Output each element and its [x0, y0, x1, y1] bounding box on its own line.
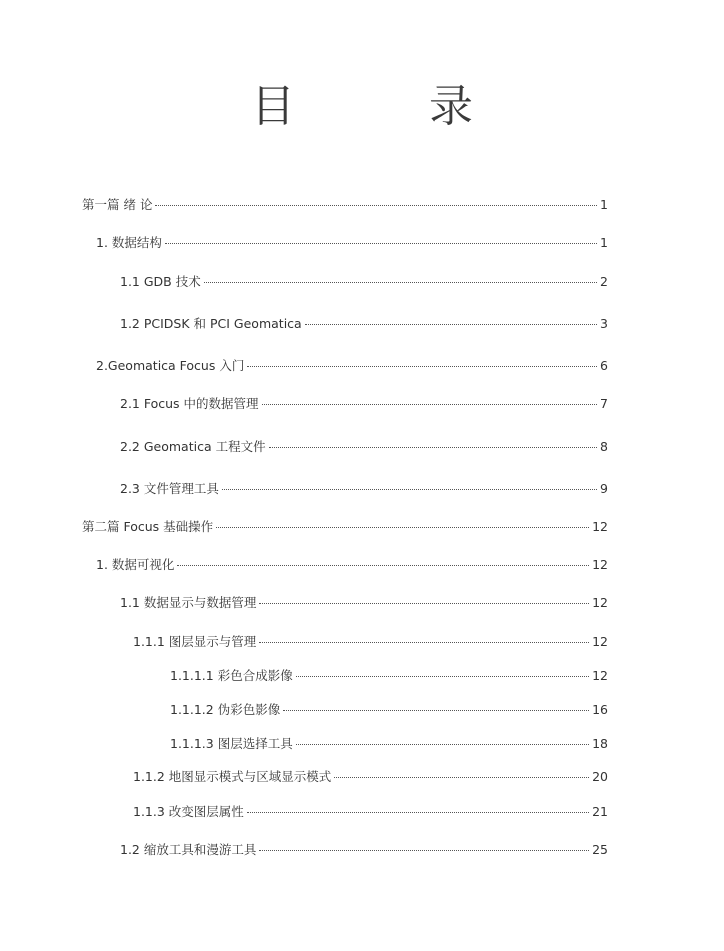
- toc-entry-label: 1.1.2 地图显示模式与区域显示模式: [133, 769, 332, 784]
- toc-entry-page: 1: [600, 235, 608, 250]
- toc-entry-page: 12: [592, 634, 608, 649]
- toc-entry-label: 2.1 Focus 中的数据管理: [120, 396, 259, 411]
- toc-entry-label: 1.1.3 改变图层属性: [133, 804, 244, 819]
- toc-entry[interactable]: [170, 668, 608, 684]
- toc-entry-label: 1.2 PCIDSK 和 PCI Geomatica: [120, 316, 302, 331]
- dot-leader: [305, 324, 597, 325]
- toc-entry[interactable]: [133, 804, 608, 820]
- toc-entry-page: 20: [592, 769, 608, 784]
- dot-leader: [259, 603, 589, 604]
- toc-entry-page: 2: [600, 274, 608, 289]
- toc-title: 目 录: [251, 81, 533, 132]
- toc-entry[interactable]: [120, 439, 608, 455]
- toc-entry-page: 18: [592, 736, 608, 751]
- toc-entry-page: 7: [600, 396, 608, 411]
- dot-leader: [216, 527, 589, 528]
- toc-entry-page: 12: [592, 519, 608, 534]
- toc-entry[interactable]: [82, 197, 608, 213]
- toc-entry-label: 1.1 数据显示与数据管理: [120, 595, 257, 610]
- toc-entry[interactable]: [133, 769, 608, 785]
- toc-entry[interactable]: [120, 595, 608, 611]
- toc-entry[interactable]: [120, 274, 608, 290]
- toc-entry[interactable]: [120, 481, 608, 497]
- toc-entry-label: 1.1.1.3 图层选择工具: [170, 736, 293, 751]
- toc-entry-page: 6: [600, 358, 608, 373]
- dot-leader: [259, 850, 589, 851]
- dot-leader: [283, 710, 589, 711]
- toc-entry-page: 8: [600, 439, 608, 454]
- dot-leader: [204, 282, 597, 283]
- toc-entry[interactable]: [170, 702, 608, 718]
- toc-entry-page: 21: [592, 804, 608, 819]
- toc-entry-label: 2.2 Geomatica 工程文件: [120, 439, 266, 454]
- toc-entry-label: 1.1.1.1 彩色合成影像: [170, 668, 293, 683]
- dot-leader: [262, 404, 598, 405]
- toc-entry-label: 1.2 缩放工具和漫游工具: [120, 842, 257, 857]
- toc-entry-label: 1. 数据可视化: [96, 557, 175, 572]
- toc-entry-label: 2.Geomatica Focus 入门: [96, 358, 245, 373]
- toc-entry-page: 16: [592, 702, 608, 717]
- toc-entry-page: 12: [592, 595, 608, 610]
- dot-leader: [296, 676, 589, 677]
- toc-entry-label: 1. 数据结构: [96, 235, 162, 250]
- toc-entry[interactable]: [96, 557, 608, 573]
- toc-entry[interactable]: [96, 358, 608, 374]
- toc-entry[interactable]: [120, 316, 608, 332]
- toc-entry[interactable]: [170, 736, 608, 752]
- toc-entry-label: 1.1.1 图层显示与管理: [133, 634, 257, 649]
- toc-entry-label: 1.1.1.2 伪彩色影像: [170, 702, 281, 717]
- toc-entry-label: 1.1 GDB 技术: [120, 274, 201, 289]
- toc-entry-page: 3: [600, 316, 608, 331]
- dot-leader: [334, 777, 589, 778]
- toc-entry-label: 第二篇 Focus 基础操作: [82, 519, 214, 534]
- dot-leader: [155, 205, 597, 206]
- toc-entry-label: 2.3 文件管理工具: [120, 481, 219, 496]
- dot-leader: [259, 642, 589, 643]
- toc-entry[interactable]: [120, 396, 608, 412]
- toc-entry-page: 12: [592, 668, 608, 683]
- dot-leader: [269, 447, 597, 448]
- toc-entry-page: 12: [592, 557, 608, 572]
- toc-entry-page: 9: [600, 481, 608, 496]
- toc-entry[interactable]: [82, 519, 608, 535]
- dot-leader: [247, 812, 589, 813]
- toc-entry-page: 25: [592, 842, 608, 857]
- dot-leader: [222, 489, 597, 490]
- toc-entry-label: 第一篇 绪 论: [82, 197, 153, 212]
- toc-entry[interactable]: [120, 842, 608, 858]
- toc-entry[interactable]: [133, 634, 608, 650]
- toc-entry[interactable]: [96, 235, 608, 251]
- dot-leader: [296, 744, 589, 745]
- dot-leader: [177, 565, 589, 566]
- dot-leader: [247, 366, 597, 367]
- toc-entry-page: 1: [600, 197, 608, 212]
- dot-leader: [165, 243, 597, 244]
